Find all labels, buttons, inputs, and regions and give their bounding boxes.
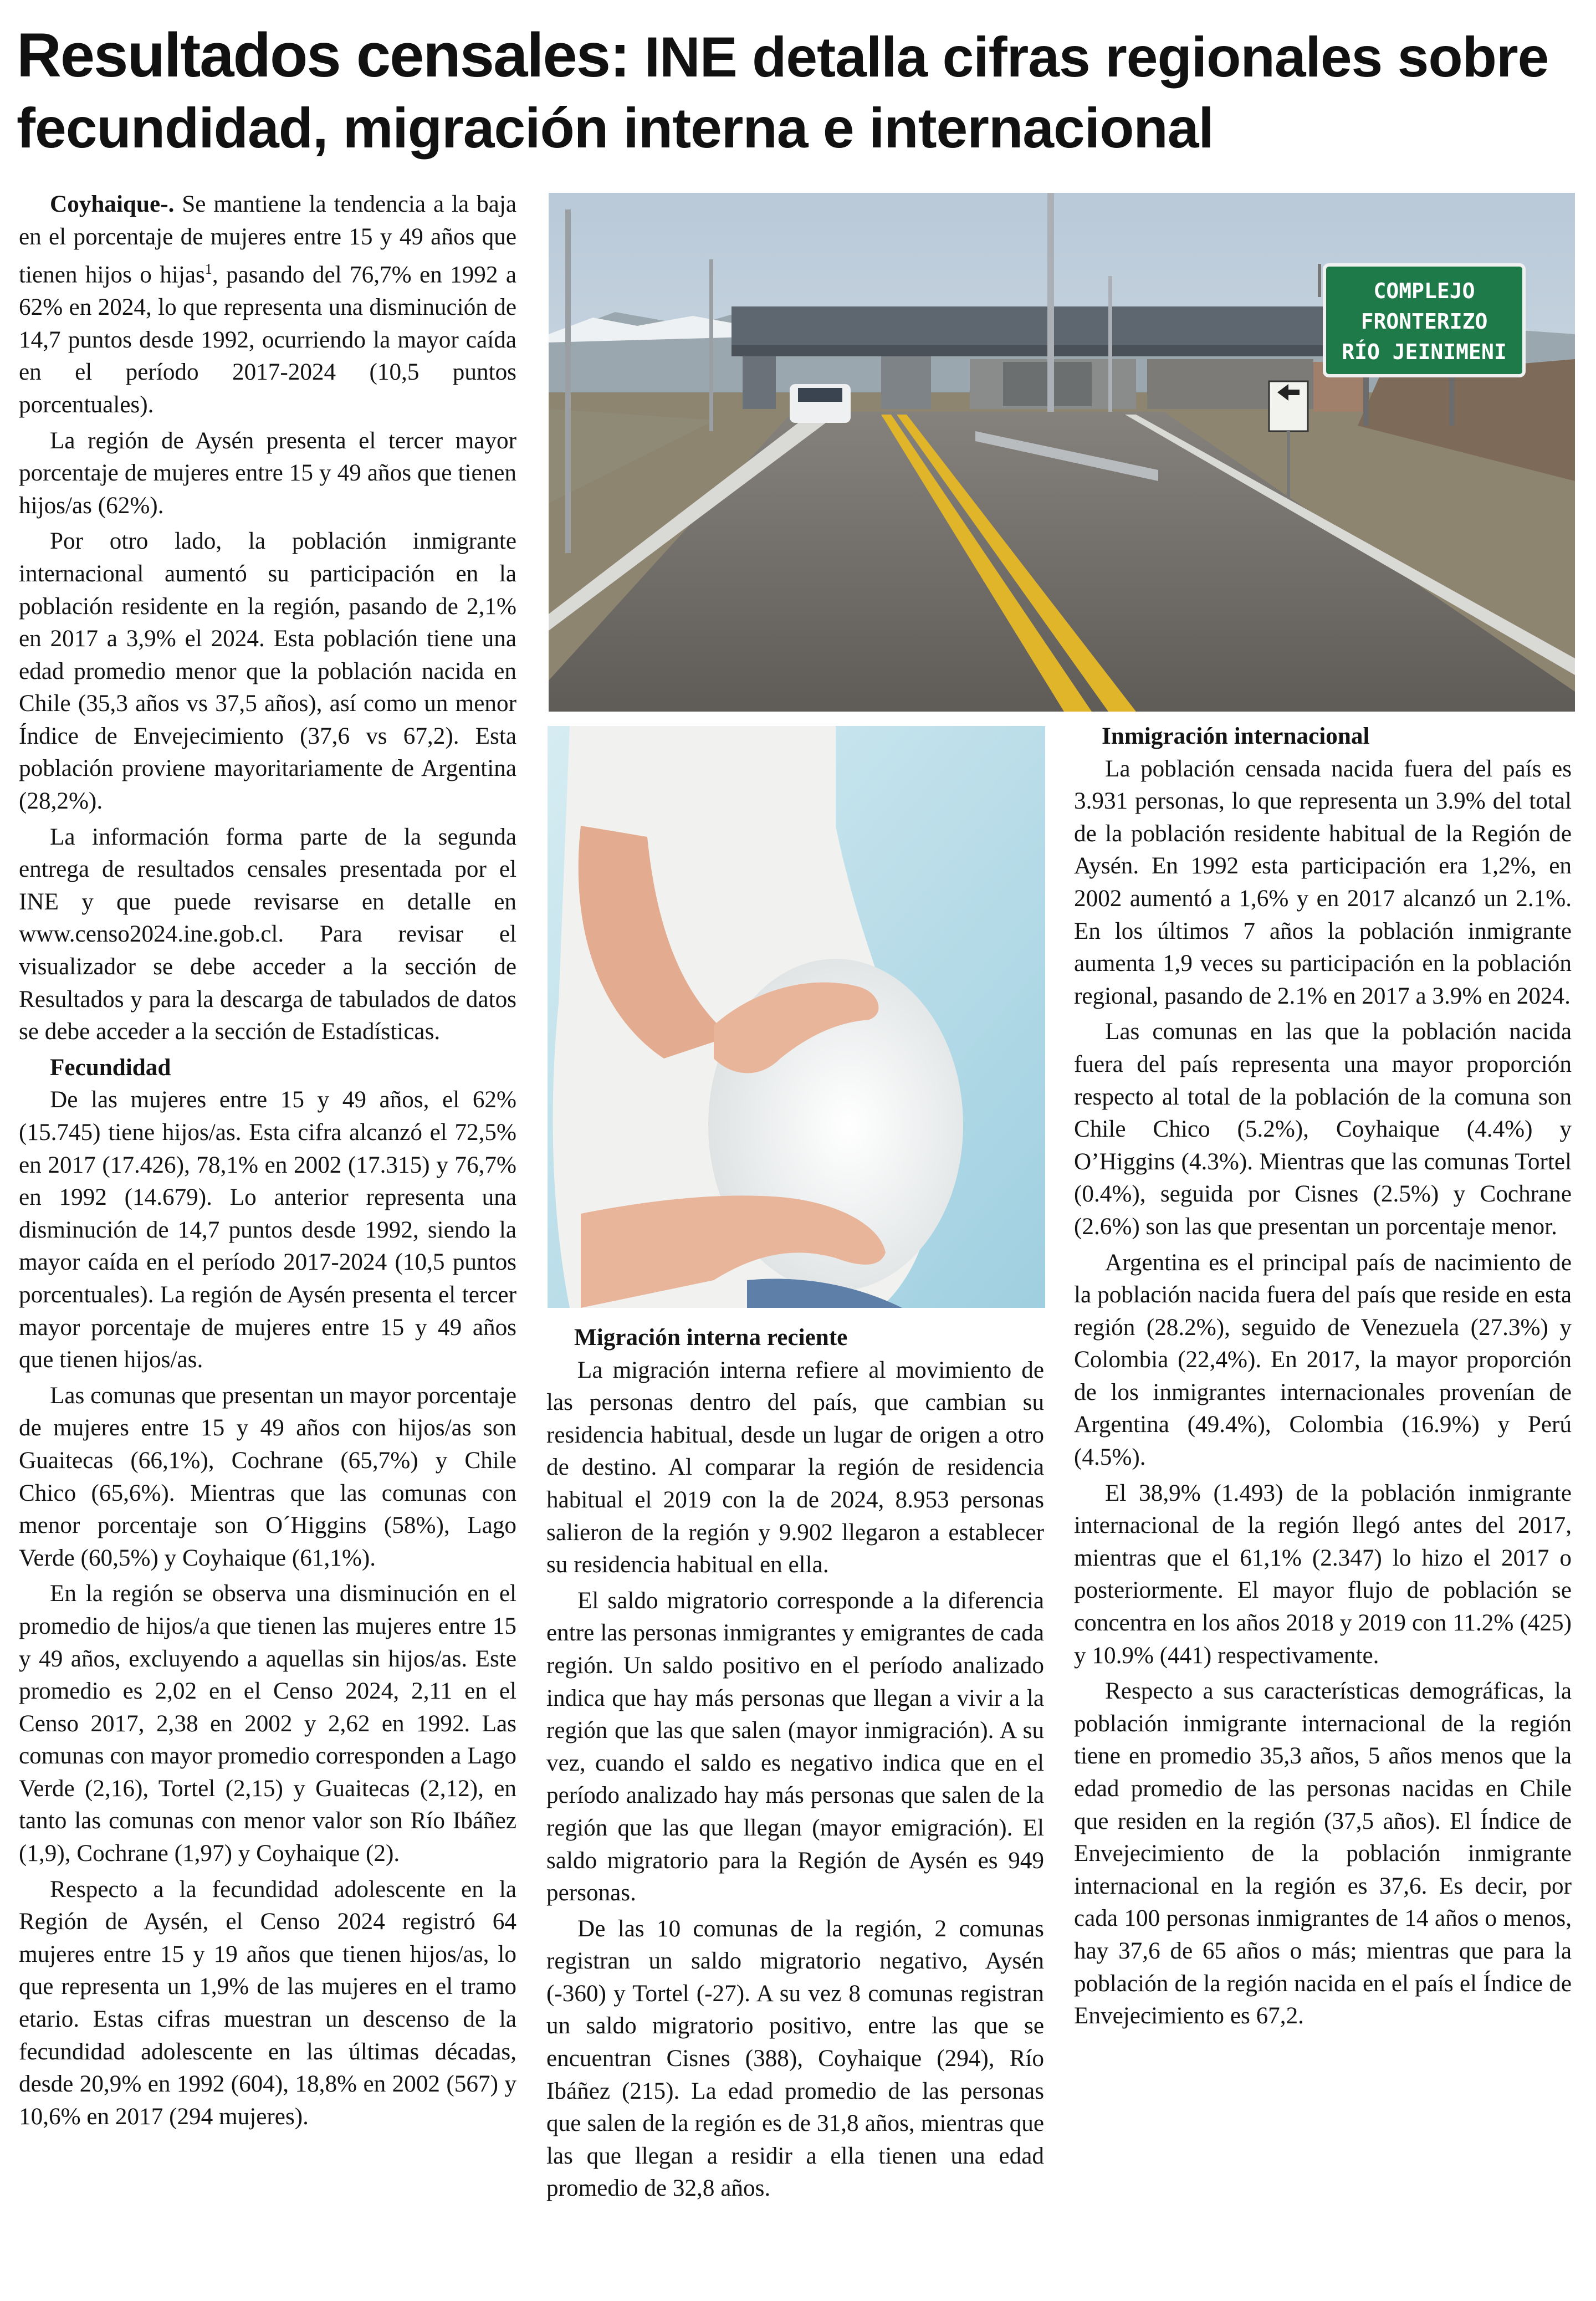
sign-line2: FRONTERIZO xyxy=(1360,309,1488,334)
col1-paragraph-4: La información forma parte de la segunda entrega de resultados censales presentada por el INE y que puede revisarse en detalle en www.censo2024.ine.gob.cl. Para revisar el visualizador se debe acceder a la sección de Resultados y para la descarga de tabulados de datos se debe acceder a la sección de Estadísticas. xyxy=(19,824,516,1045)
border-crossing-photo xyxy=(549,193,1575,712)
col3-paragraph-3: Argentina es el principal país de nacimiento de la población nacida fuera del país que reside en esta región (28.2%), seguido de Venezuela (27.3%) y Colombia (22,4%). En 2017, la mayor proporción de los inmigrantes internacionales provenían de Argentina (49.4%), Colombia (16.9%) y Perú (4.5%). xyxy=(1074,1249,1572,1471)
col1-paragraph-5: De las mujeres entre 15 y 49 años, el 62% (15.745) tiene hijos/as. Esta cifra alcanzó el 72,5% en 2017 (17.426), 78,1% en 2002 (17.315) y 76,7% en 1992 (14.679). Lo anterior representa una disminución de 14,7 puntos desde 1992, siendo la mayor caída en el período 2017-2024 (10,5 puntos porcentuales). La región de Aysén presenta el tercer mayor porcentaje de mujeres entre 15 y 49 años que tienen hijos/as. xyxy=(19,1087,516,1373)
col3-paragraph-1: La población censada nacida fuera del país es 3.931 personas, lo que representa un 3.9% del total de la población residente habitual de la Región de Aysén. En 1992 esta participación era 1,2%, en 2002 aumentó a 1,6% y en 2017 alcanzó un 2.1%. En los últimos 7 años la población inmigrante aumenta 1,9 veces su participación en la población regional, pasando de 2.1% en 2017 a 3.9% en 2024. xyxy=(1074,755,1572,1009)
col3-paragraph-5: Respecto a sus características demográficas, la población inmigrante internacional de la región tiene en promedio 35,3 años, 5 años menos que la edad promedio de las personas nacidas en Chile que residen en la región (37,5 años). El Índice de Envejecimiento de la población inmigrante internacional en la región es 37,6. Es decir, por cada 100 personas inmigrantes de 14 años o menos, hay 37,6 de 65 años o más; mientras que para la población de la región nacida en el país el Índice de Envejecimiento es 67,2. xyxy=(1074,1678,1572,2029)
col1-paragraph-2: La región de Aysén presenta el tercer mayor porcentaje de mujeres entre 15 y 49 años que tienen hijos/as (62%). xyxy=(19,427,516,519)
column-1 xyxy=(19,188,516,2136)
col2-paragraph-1: La migración interna refiere al movimiento de las personas dentro del país, que cambian su residencia habitual, desde un lugar de origen a otro de destino. Al comparar la región de residencia habitual el 2019 con la de 2024, 8.953 personas salieron de la región y 9.902 llegaron a establecer su residencia habitual en ella. xyxy=(546,1357,1044,1578)
headline xyxy=(17,20,1579,163)
col2-paragraph-2: El saldo migratorio corresponde a la diferencia entre las personas inmigrantes y emigrantes de cada región. Un saldo positivo en el período analizado indica que hay más personas que llegan a vivir a la región que las que salen (mayor inmigración). A su vez, cuando el saldo es negativo indica que en el período analizado hay más personas que salen de la región que las que llegan (mayor emigración). El saldo migratorio para la Región de Aysén es 949 personas. xyxy=(546,1587,1044,1906)
pregnant-woman-illustration xyxy=(548,726,1045,1308)
col1-p1-text-b: , pasando del 76,7% en 1992 a 62% en 2024, lo que representa una disminución de 14,7 puntos desde 1992, ocurriendo la mayor caída en el período 2017-2024 (10,5 puntos porcentuales). xyxy=(19,262,516,418)
col1-paragraph-6: Las comunas que presentan un mayor porcentaje de mujeres entre 15 y 49 años con hijos/as son Guaitecas (66,1%), Cochrane (65,7%) y Chile Chico (65,6%). Mientras que las comunas con menor porcentaje son O´Higgins (58%), Lago Verde (60,5%) y Coyhaique (61,1%). xyxy=(19,1382,516,1571)
column-3 xyxy=(1074,720,1572,2036)
sign-line1: COMPLEJO xyxy=(1373,279,1475,303)
heading-fecundidad: Fecundidad xyxy=(50,1054,171,1081)
footnote-ref: 1 xyxy=(204,261,212,278)
heading-migracion-interna: Migración interna reciente xyxy=(574,1325,848,1351)
col1-paragraph-3: Por otro lado, la población inmigrante internacional aumentó su participación en la población residente en la región, pasando de 2,1% en 2017 a 3,9% el 2024. Esta población tiene una edad promedio menor que la población nacida en Chile (35,3 años vs 37,5 años), así como un menor Índice de Envejecimiento (37,6 vs 67,2). Esta población proviene mayoritariamente de Argentina (28,2%). xyxy=(19,528,516,815)
headline-rest: INE detalla cifras regionales sobre fecundidad, migración interna e internacional xyxy=(17,25,1549,160)
headline-lead: Resultados censales: xyxy=(17,21,630,90)
col3-paragraph-2: Las comunas en las que la población nacida fuera del país representa una mayor proporción respecto al total de la población de la comuna son Chile Chico (5.2%), Coyhaique (4.4%) y O’Higgins (4.3%). Mientras que las comunas Tortel (0.4%), seguida por Cisnes (2.5%) y Cochrane (2.6%) son las que presentan un porcentaje menor. xyxy=(1074,1019,1572,1240)
col1-paragraph-1 xyxy=(19,188,516,422)
place-lead: Coyhaique-. xyxy=(50,191,175,217)
sign-line3: RÍO JEINIMENI xyxy=(1342,340,1507,364)
column-2 xyxy=(546,1322,1044,2208)
col1-paragraph-8: Respecto a la fecundidad adolescente en la Región de Aysén, el Censo 2024 registró 64 mujeres entre 15 y 19 años que tienen hijos/as, lo que representa un 1,9% de las mujeres en el tramo etario. Estas cifras muestran un descenso de la fecundidad adolescente en las últimas décadas, desde 20,9% en 1992 (604), 18,8% en 2002 (567) y 10,6% en 2017 (294 mujeres). xyxy=(19,1876,516,2130)
border-crossing-illustration xyxy=(549,193,1575,712)
col1-paragraph-7: En la región se observa una disminución en el promedio de hijos/a que tienen las mujeres entre 15 y 49 años, excluyendo a aquellas sin hijos/as. Este promedio es 2,02 en el Censo 2024, 2,11 en el Censo 2017, 2,38 en 2002 y 2,62 en 1992. Las comunas con mayor promedio corresponden a Lago Verde (2,16), Tortel (2,15) y Guaitecas (2,12), en tanto las comunas con menor valor son Río Ibáñez (1,9), Cochrane (1,97) y Coyhaique (2). xyxy=(19,1581,516,1867)
col3-paragraph-4: El 38,9% (1.493) de la población inmigrante internacional de la región llegó antes del 2017, mientras que el 61,1% (2.347) lo hizo el 2017 o posteriormente. El mayor flujo de población se concentra en los años 2018 y 2019 con 11.2% (425) y 10.9% (441) respectivamente. xyxy=(1074,1480,1572,1669)
col2-paragraph-3: De las 10 comunas de la región, 2 comunas registran un saldo migratorio negativo, Aysén (-360) y Tortel (-27). A su vez 8 comunas registran un saldo migratorio positivo, entre las que se encuentran Cisnes (388), Coyhaique (294), Río Ibáñez (215). La edad promedio de las personas que salen de la región es de 31,8 años, mientras que las que llegan a residir a ella tienen una edad promedio de 32,8 años. xyxy=(546,1915,1044,2202)
heading-inmigracion-internacional: Inmigración internacional xyxy=(1102,723,1370,749)
pregnant-woman-photo xyxy=(548,726,1045,1308)
col1-p1-text-a: Se mantiene la tendencia a la baja en el porcentaje de mujeres entre 15 y 49 años que tienen hijos o hijas xyxy=(19,191,516,288)
